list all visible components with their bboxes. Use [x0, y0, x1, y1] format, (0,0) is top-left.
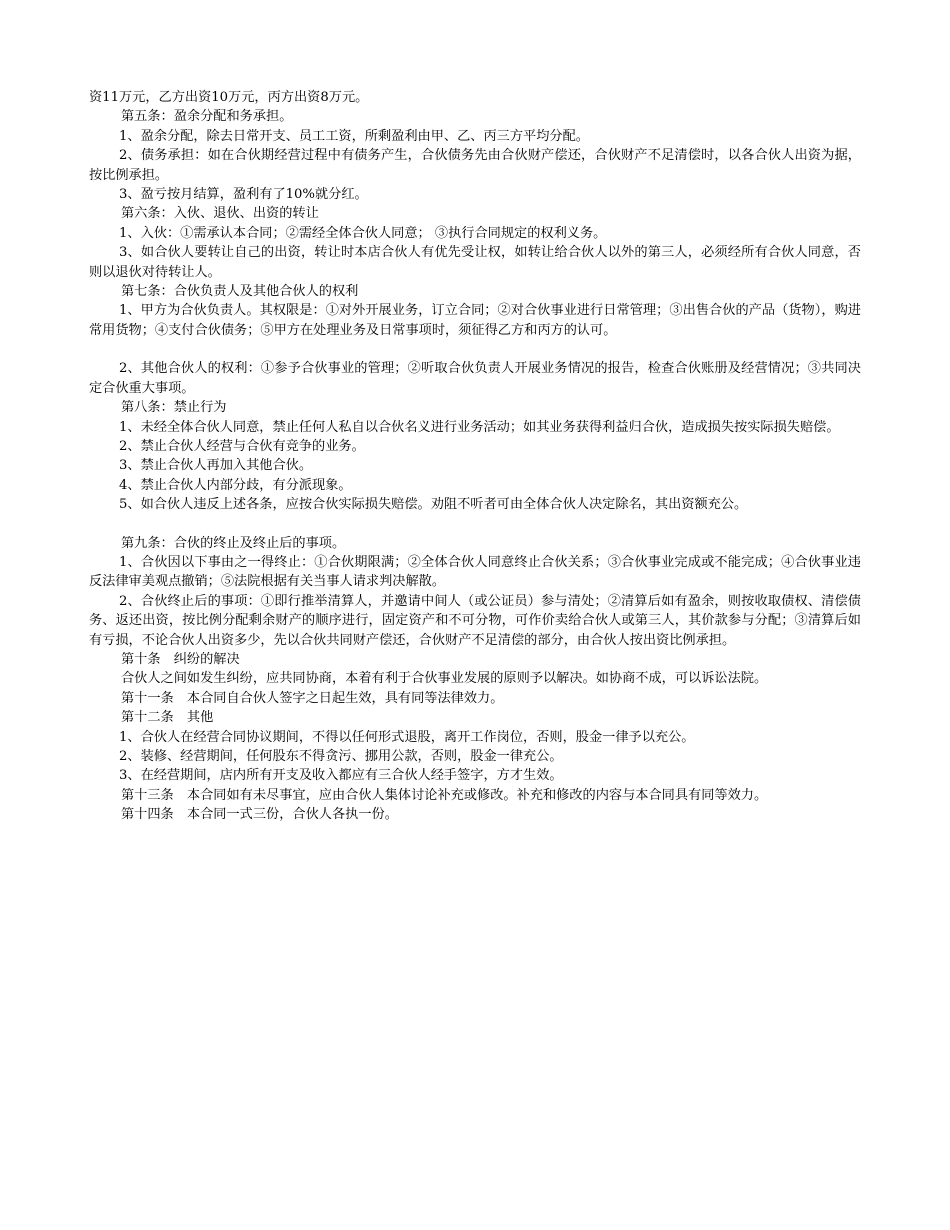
paragraph: 合伙人之间如发生纠纷，应共同协商，本着有利于合伙事业发展的原则予以解决。如协商不成，可以诉讼法院。: [121, 671, 768, 687]
paragraph: 第七条：合伙负责人及其他合伙人的权利: [121, 284, 359, 300]
document-body: [89, 88, 861, 825]
paragraph: 第六条：入伙、退伙、出资的转让: [121, 206, 319, 222]
paragraph: 2、合伙终止后的事项：①即行推举清算人，并邀请中间人（或公证员）参与清处；②清算后如有盈余，则按收取债权、清偿债务、返还出资，按比例分配剩余财产的顺序进行，固定资产和不可分物，可作价卖给合伙人或第三人，其价款参与分配；③清算后如有亏损，不论合伙人出资多少，先以合伙共同财产偿还，合伙财产不足清偿的部分，由合伙人按出资比例承担。: [89, 593, 861, 648]
paragraph: 4、禁止合伙人内部分歧，有分派现象。: [119, 477, 352, 493]
paragraph: 第八条：禁止行为: [121, 400, 227, 416]
paragraph: 1、未经全体合伙人同意，禁止任何人私自以合伙名义进行业务活动；如其业务获得利益归合伙，造成损失按实际损失赔偿。: [119, 419, 840, 435]
paragraph: 第十二条 其他: [121, 710, 214, 726]
paragraph: 第五条：盈余分配和务承担。: [121, 109, 293, 125]
paragraph: 第十条 纠纷的解决: [121, 651, 240, 667]
paragraph: 2、其他合伙人的权利：①参予合伙事业的管理；②听取合伙负责人开展业务情况的报告，检查合伙账册及经营情况；③共同决定合伙重大事项。: [89, 361, 861, 396]
paragraph-spacer: [89, 515, 861, 534]
paragraph: 1、盈余分配，除去日常开支、员工工资，所剩盈利由甲、乙、丙三方平均分配。: [119, 128, 589, 144]
paragraph: 3、盈亏按月结算，盈利有了10%就分红。: [119, 187, 368, 203]
paragraph: 3、禁止合伙人再加入其他合伙。: [119, 458, 313, 474]
paragraph: 1、合伙因以下事由之一得终止：①合伙期限满；②全体合伙人同意终止合伙关系；③合伙事业完成或不能完成；④合伙事业违反法律审美观点撤销；⑤法院根据有关当事人请求判决解散。: [89, 554, 861, 590]
paragraph: 第十一条 本合同自合伙人签字之日起生效，具有同等法律效力。: [121, 690, 504, 706]
paragraph: 3、如合伙人要转让自己的出资，转让时本店合伙人有优先受让权，如转让给合伙人以外的第三人，必须经所有合伙人同意，否则以退伙对待转让人。: [89, 245, 861, 280]
paragraph: 资11万元，乙方出资10万元，丙方出资8万元。: [89, 90, 369, 105]
paragraph: 第十三条 本合同如有未尽事宜，应由合伙人集体讨论补充或修改。补充和修改的内容与本合同具有同等效力。: [121, 787, 768, 803]
paragraph: 1、入伙：①需承认本合同；②需经全体合伙人同意； ③执行合同规定的权利义务。: [119, 225, 607, 241]
paragraph-spacer: [89, 340, 861, 359]
paragraph: 3、在经营期间，店内所有开支及收入都应有三合伙人经手签字，方才生效。: [119, 768, 563, 784]
paragraph: 2、装修、经营期间，任何股东不得贪污、挪用公款，否则，股金一律充公。: [119, 749, 563, 764]
paragraph: 1、合伙人在经营合同协议期间，不得以任何形式退股，离开工作岗位，否则，股金一律予以充公。: [119, 729, 695, 745]
paragraph: 2、禁止合伙人经营与合伙有竞争的业务。: [119, 438, 365, 454]
paragraph: 第九条：合伙的终止及终止后的事项。: [121, 535, 346, 551]
paragraph: 2、债务承担：如在合伙期经营过程中有债务产生，合伙债务先由合伙财产偿还，合伙财产不足清偿时，以各合伙人出资为据，按比例承担。: [89, 148, 861, 183]
paragraph: 5、如合伙人违反上述各条，应按合伙实际损失赔偿。劝阻不听者可由全体合伙人决定除名，其出资额充公。: [119, 497, 748, 513]
paragraph: 1、甲方为合伙负责人。其权限是：①对外开展业务，订立合同；②对合伙事业进行日常管理；③出售合伙的产品（货物），购进常用货物；④支付合伙债务；⑤甲方在处理业务及日常事项时，须征得乙方和丙方的认可。: [89, 303, 861, 338]
paragraph: 第十四条 本合同一式三份，合伙人各执一份。: [121, 807, 398, 823]
